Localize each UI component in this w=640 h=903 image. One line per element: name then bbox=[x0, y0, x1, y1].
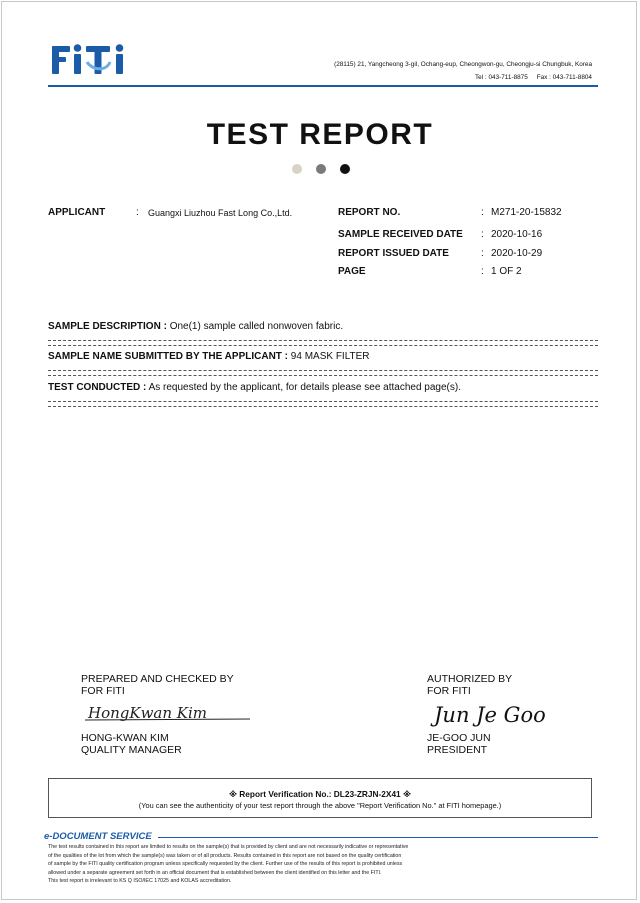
sample-name bbox=[48, 351, 370, 362]
authorized-line2: FOR FITI bbox=[427, 685, 471, 697]
page-label: PAGE bbox=[338, 266, 366, 277]
authorized-block bbox=[427, 673, 512, 697]
sample-description-label: SAMPLE DESCRIPTION : bbox=[48, 321, 167, 332]
fax: Fax : 043-711-8804 bbox=[536, 74, 592, 81]
disclaimer-line: of the qualities of the lot from which the sample(s) was taken or of all products. Results contained in this report are not based on the quality certification bbox=[48, 852, 402, 859]
sample-name-value: 94 MASK FILTER bbox=[290, 351, 370, 362]
authorized-name-block bbox=[427, 732, 491, 756]
page-colon: : bbox=[481, 266, 484, 277]
authorized-line1: AUTHORIZED BY bbox=[427, 673, 513, 685]
header-rule bbox=[48, 85, 598, 87]
decor-dot-dark bbox=[340, 164, 350, 174]
report-no-label: REPORT NO. bbox=[338, 207, 401, 218]
applicant-label: APPLICANT bbox=[48, 207, 106, 218]
report-no-colon: : bbox=[481, 207, 484, 218]
disclaimer-line: This test report is irrelevant to KS Q ISO/IEC 17025 and KOLAS accreditation. bbox=[48, 878, 232, 884]
edoc-title: e-DOCUMENT SERVICE bbox=[44, 831, 152, 842]
received-date-label: SAMPLE RECEIVED DATE bbox=[338, 229, 463, 240]
prepared-name-block bbox=[81, 732, 182, 756]
prepared-block bbox=[81, 673, 234, 697]
disclaimer-line: The test results contained in this report are limited to results on the sample(s) that is provided by client and are not necessarily indicative or representative bbox=[48, 844, 409, 850]
test-conducted-label: TEST CONDUCTED : bbox=[48, 382, 147, 393]
authorized-title: PRESIDENT bbox=[427, 744, 488, 756]
applicant-colon: : bbox=[136, 207, 139, 218]
separator bbox=[48, 401, 598, 407]
decor-dot-light bbox=[292, 164, 302, 174]
received-date-value: 2020-10-16 bbox=[491, 229, 543, 240]
sample-description bbox=[48, 321, 343, 332]
verification-box bbox=[48, 778, 592, 818]
verification-number: ※ Report Verification No.: DL23-ZRJN-2X41 ※ bbox=[228, 789, 412, 799]
report-no-value: M271-20-15832 bbox=[491, 207, 562, 218]
address-line: (28115) 21, Yangcheong 3-gil, Ochang-eup, Cheongwon-gu, Cheongju-si Chungbuk, Korea bbox=[334, 61, 592, 68]
contact-line bbox=[334, 71, 592, 84]
prepared-line1: PREPARED AND CHECKED BY bbox=[81, 673, 234, 685]
verification-note: (You can see the authenticity of your test report through the above "Report Verification No." at FITI homepage.) bbox=[138, 801, 502, 810]
received-date-colon: : bbox=[481, 229, 484, 240]
test-conducted-value: As requested by the applicant, for details please see attached page(s). bbox=[148, 382, 461, 393]
prepared-name: HONG-KWAN KIM bbox=[81, 732, 169, 744]
svg-text:Jun Je Goo: Jun Je Goo bbox=[434, 703, 546, 727]
issued-date-colon: : bbox=[481, 248, 484, 259]
prepared-line2: FOR FITI bbox=[81, 685, 125, 697]
disclaimer-line: of sample by the FITI quality certification program unless specifically requested by the client. Further use of the results of this report is prohibited unless bbox=[48, 861, 403, 867]
edoc-disclaimer bbox=[48, 843, 518, 886]
decor-dot-mid bbox=[316, 164, 326, 174]
authorized-signature bbox=[430, 696, 590, 730]
disclaimer-line: allowed under a separate agreement set forth in an official document that is established between the client identified on this letter and the FITI. bbox=[48, 869, 382, 876]
test-conducted bbox=[48, 382, 461, 393]
issued-date-label: REPORT ISSUED DATE bbox=[338, 248, 449, 259]
page-value: 1 OF 2 bbox=[491, 266, 522, 277]
header-address bbox=[334, 58, 592, 84]
issued-date-value: 2020-10-29 bbox=[491, 248, 543, 259]
fiti-logo bbox=[50, 40, 150, 80]
sample-name-label: SAMPLE NAME SUBMITTED BY THE APPLICANT : bbox=[48, 351, 289, 362]
prepared-signature bbox=[80, 698, 255, 724]
authorized-name: JE-GOO JUN bbox=[427, 732, 491, 744]
sample-description-value: One(1) sample called nonwoven fabric. bbox=[169, 321, 344, 332]
svg-text:HongKwan Kim: HongKwan Kim bbox=[88, 704, 208, 722]
applicant-value: Guangxi Liuzhou Fast Long Co.,Ltd. bbox=[148, 208, 293, 218]
prepared-title: QUALITY MANAGER bbox=[81, 744, 182, 756]
edoc-rule bbox=[158, 837, 598, 838]
tel: Tel : 043-711-8875 bbox=[474, 74, 528, 81]
separator bbox=[48, 370, 598, 376]
separator bbox=[48, 340, 598, 346]
page-title: TEST REPORT bbox=[206, 118, 434, 151]
